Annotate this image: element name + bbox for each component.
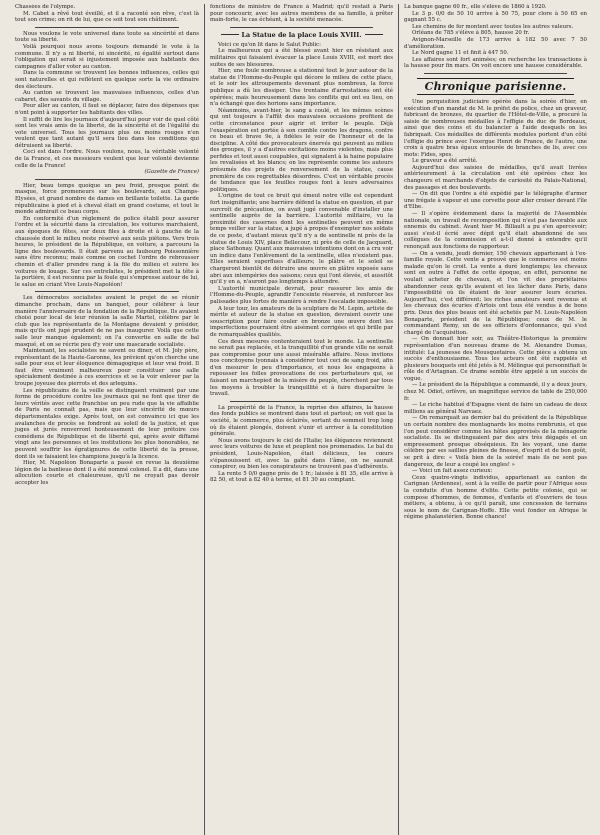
- paragraph: Avignon-Marseille de 173 arrive à 182 50 avec 7 50 d'amélioration.: [404, 36, 587, 50]
- paragraph: — Il s'opère évidemment dans la majorité de l'Assemblée nationale, un travail de recomposition qui n'est pas favorable aux ennemis du cabinet. Avant hier M. Billault a pu s'en apercevoir; aussi s'est-il écrié avec dépit qu'il était abandonné de ses collègues de la commission et a-t-il donné à entendre qu'il renonçait aux fonctions de rapporteur.: [404, 211, 587, 250]
- separator: [230, 401, 373, 402]
- paragraph: Il suffit de lire les journaux d'aujourd'hui pour voir de quel côté sont les vrais amis de la liberté, de la sincérité et de l'égalité du vote universel. Tous les journaux plus ou moins rouges n'en veulent que tant autant qu'il sera lieu dans les conditions qui détruisent sa liberté.: [15, 116, 199, 149]
- paragraph: Hier, M. Napoléon Bonaparte a passé en revue la deuxième légion de la banlieue dont il a été nommé colonel. Il a dit, dans une allocution courte et chaleureuse, qu'il ne croyait pas devoir accepter les: [15, 460, 199, 486]
- paragraph: — Voici un fait assez curieux:: [412, 468, 493, 475]
- paragraph: Le graveur a été arrêté.: [412, 158, 478, 165]
- separator: [35, 291, 179, 292]
- paragraph: Le malheureux qui a été blessé avant hier en résistant aux militaires qui faisaient évacuer la place Louis XVIII, est mort des suites de ses blessures.: [210, 48, 393, 68]
- paragraph: Voilà pourquoi nous avons toujours demandé le vote à la commune. Il n'y a ni liberté, ni sincérité, ni égalité surtout dans l'obligation qui serait si injustement imposée aux habitants des campagnes d'aller voter au canton.: [15, 43, 199, 70]
- col1-top: [15, 4, 199, 24]
- paragraph: Nous avons toujours le ciel de l'Italie; les élégances reviennent avec leurs voitures de luxe et peuplent nos promenades. Le bal du président, Louis-Napoléon, était délicieux, les cœurs s'épanouissent et, avec la gaîté dans l'âme, on ne saurait conspirer, ou bien les conspirateurs ne trouvent pas d'adhérents.: [210, 437, 393, 471]
- paragraph: Ces deux mesures contenteraient tout le monde. La sentinelle ne serait pas replacée, et la tranquillité d'un grande ville ne serait pas compromise pour une aussi misérable affaire. Nous invitons nos concitoyens lyonnais à considérer tout ceci de sang froid, afin d'en mesurer le peu d'importance, et nous les engageons à repousser les folles provocations de ces perturbateurs qui, se faisant un marchepied de la misère du peuple, cherchent par tous les moyens à troubler la tranquillité et à faire disparaître le travail.: [210, 338, 393, 398]
- col2-top: [210, 4, 393, 24]
- paragraph: Néanmoins, avant-hier, le sang a coulé, et les mêmes scènes qui ont toujours à l'affût des mauvaises occasions profitent de cette circonstance pour aigrir et irriter le peuple. Déjà l'exaspération est portée à son comble contre les dragons, contre ce beau et brave 9e, à fidèles le voir de l'honneur et de la discipline. A côté des provocateurs énervés qui peuvent au milieu des groupes, il y a d'autres excitations moins violentes, mais plus perfides et tout aussi coupables, qui signalent à la haine populaire les revalisées et les blancs; on les représente comme les auteurs présumés des projets de renversement de la statue, cause première de ces regrettables désordres. C'est un véritable procès de tendance que les feuilles rouges font à leurs adversaires politiques.: [210, 107, 393, 193]
- paragraph: Les chemins de fer montent avec toutes les autres valeurs.: [412, 23, 574, 30]
- article-statue: [210, 42, 393, 398]
- paragraph: Le 3 p. 0/0 de 50 10 arrive à 50 75, pour clore à 50 65 en gagnant 55 c.: [404, 10, 587, 24]
- paragraph: Voici ce qu'on lit dans le Salut Public:: [218, 41, 321, 48]
- paragraph: Orléans de 785 s'élève à 805, hausse 20 fr.: [412, 30, 530, 37]
- column-2: [204, 4, 398, 835]
- separator: [230, 27, 373, 28]
- columns: [10, 4, 592, 835]
- paragraph: L'origine de tout ce bruit qui émeut notre ville est cependant fort insignifiante; une barrière défend la statue en question, et par surcroît de précaution, on avait jugé convenable d'installer une sentinelle auprès de la barrière. L'autorité militaire, vu la proximité des casernes dont les sentinelles peuvent en même temps veiller sur la statue, a jugé à propos d'exempter nos soldats de ce poste, d'autant mieux qu'il n'y a de sentinelle ni près de la statue de Louis XIV, place Bellecour, ni près de celle de Jacquard, place Sathonay. Quant aux mauvaises intentions dont on a cru voir un indice dans l'enlèvement de la sentinelle, elles n'existent pas. Elles seraient superflues d'ailleurs; le plâtre et le soleil se chargeront bientôt de détruire une œuvre en plâtre exposée sans abri aux intempéries des saisons; ceux qui l'ont élevée, et aussitôt qu'il y en a, n'auront pas longtemps à attendre.: [210, 193, 393, 286]
- col3-top-bourse: [404, 4, 587, 70]
- paragraph: Les républicains de la veille se distinguent vraiment par une forme de procédure contre les journaux qui ne font que tirer de leurs vérités avec cette franchise un peu rude que la vie affaiblie de Paris ne connaît pas, mais que leur sincérité de mœurs départementales exige. Après tout, on est convaincu ici que les avalanches de procès se fondront au soleil de la justice, et que juges et jurés renverront honteusement de leur prétoire ces comédiens de République et de liberté qui, après avoir diffamé vingt ans les personnes et les institutions les plus honorables, ne peuvent souffrir les égratignures de cette liberté de la presse, dont ils se faisaient les champions jusqu'à la licence.: [15, 387, 199, 460]
- paragraph: Ceux quatre-vingts individus, appartenant au canton de Carignan (Ardennes), sont à la veille de partir pour l'Afrique sous la conduite d'un homme d'elite. Cette petite colonie, qui se compose d'hommes, de femmes, d'enfants et d'ouvriers de tous métiers, a obtenu, à ce qu'il paraît, une concession de terrains sous le nom de Carignan-Hoffe. Elle veut fonder en Afrique le régime phalanstérien. Bonne chance!: [404, 474, 587, 521]
- article-source: (Gazette de France): [144, 169, 199, 176]
- paragraph: Le Nord gagne 11 et finit à 447 50.: [412, 50, 509, 57]
- paragraph: — Le président de la République a commandé, il y a deux jours, chez M. Odiot, orfèvre, un magnifique service de table de 250,000 fr.: [404, 382, 587, 402]
- heading-rule: [365, 34, 383, 35]
- paragraph: En conformité d'un règlement de police établi pour assurer l'ordre et la sécurité dans la circulation, les voitures marchaient, aux époques de fêtes, sur deux files à droite et à gauche de la chaussée dont le milieu reste réservé aux seuls piétons. Vers trois heures, le président de la République, en voiture, a parcouru la ligne des boulevards. Il était parvenu au faubourg Poissonnière sans être reconnu; mais comme on cochet l'ordre de rebrousser chemin et d'aller prendre rang à la file du milieu et suivre les voitures de louage. Sur ces entrefaites, le président met la tête à la portière, il est reconnu par la foule qui s'empresse autour de lui, le salue en criant Vive Louis-Napoléon!: [15, 215, 199, 288]
- paragraph: A leur tour, les amateurs de la sculpture de M. Lepin, artiste de mérite et auteur de la statue en question, devraient ouvrir une souscription pour faire couler en bronze une œuvre dont les imperfections pourraient être aisément corrigées et qui brille par de remarquables qualités.: [210, 305, 393, 338]
- paragraph: — On a vendu, jeudi dernier, 150 chevaux appartenant à l'ex-famille royale. Cette vente a prouvé que le commerce est moins malade qu'on le croit. La vente a duré longtemps; les chevaux sont en outre à l'effet de cette époque, en effet, personne ne voulait acheter de chevaux, et l'on vit des propriétaires abandonner ceux qu'ils avaient et les lâcher dans Paris, dans l'impossibilité où ils étaient de leur assurer leurs écuries. Aujourd'hui, c'est différent; les riches amateurs sont revenus et les chevaux des écuries d'Artois ont tous été vendus à de bons prix. Deux des plus beaux ont été achetés par M. Louis-Napoléon Bonaparte, président de la République; ceux de M. le commandant Remy, un de ses officiers d'ordonnance, qui s'est chargé de l'acquisition.: [404, 250, 587, 336]
- paragraph: — On remarquait au dernier bal du président de la République un certain nombre des montagnards les moins rembrunis, et que l'on peut considérer comme les hôtes approvisés de la ménagerie socialiste. Ils se distinguaient par des airs très dégagés et un empressement presque obséquieux. En les voyant, une dame célèbre par ses saillies pleines de finesse, d'esprit et de bon goût, se prit à dire: « Voilà bien de la soirée! mais ils ne sont pas dangereux, de leur a coupé les ongles! »: [404, 415, 587, 468]
- paragraph: M. Cabet a rêvé tout éveillé, et il a raconté son rêve, c'est là tout son crime; on rit de lui, que ce soit tout son châtiment.: [15, 10, 199, 24]
- section-heading-chronique: [404, 78, 587, 95]
- paragraph: Hier, une foule nombreuse a stationné tout le jour autour de la statue de l'Homme-du-Peuple qui décore le milieu de cette place, et le soir les attroupements devenant plus nombreux, la force publique a dû les dissiper. Une trentaine d'arrestations ont été opérées; mais heureusement dans les conflits qui ont eu lieu, on n'a échangé que des horions sans importance.: [210, 68, 393, 108]
- separator: [35, 27, 179, 28]
- paragraph: L'autorité municipale devrait, pour rassurer les amis de l'Homme-du-Peuple, agrandir l'enceinte réservée, et renforcer les palissades plus fortes de manière à rendre l'escalade impossible.: [210, 285, 393, 305]
- column-1: [10, 4, 204, 835]
- paragraph: La rente 5 0/0 gagne près de 1 fr.; laissée à 81 35, elle arrive à 82 50, et tout à 82 40 à terme, et 81 30 au comptant.: [210, 470, 393, 484]
- paragraph: La prospérité de la France, la reprise des affaires, la hausse des fonds publics se montrent dans tout et partout; on voit que la société, le commerce, plus éclairés, sortant du sommeil trop long où ils étaient plongés, doivent s'unir et arriver à la constitution générale.: [210, 404, 393, 438]
- paragraph: Au canton se trouvent les mauvaises influences, celles d'un cabaret, des savants du village.: [15, 90, 199, 103]
- paragraph: fonctions de ministre de France à Madrid; qu'il restait à Paris pour concourir, avec les autres membres de sa famille, à prêter main-forte, le cas échéant, à la société menacée.: [210, 4, 393, 24]
- heading-text: Chronique parisienne.: [417, 78, 575, 95]
- column-3: [398, 4, 592, 835]
- paragraph: — On donnait hier soir, au Théâtre-Historique la première représentation d'un nouveau drame de M. Alexandre Dumas, intitulé: La jeunesse des Mousquetaires. Cette pièce a obtenu un succès d'enthousiasme. Tous les acteurs ont été rappelés et plusieurs bouquets ont été jetés à M. Mélingue qui personnifiait le rôle de d'Artagnan. Ce drame semble être appelé à un succès de vogue.: [404, 336, 587, 382]
- paragraph: Chassées de l'olympe.: [15, 4, 76, 10]
- paragraph: Hier, beau temps quoique un peu froid, presque point de masque, force promeneurs sur les boulevards, aux Champs-Elysées, et grand nombre de dames en brillante toilette. La garde républicaine à pied et à cheval était en grand costume, et tout le monde admirait ce beau corps.: [15, 182, 199, 216]
- separator: [35, 179, 179, 180]
- article-promenades: [15, 183, 199, 289]
- paragraph: Une perquisition judiciaire opérée dans la soirée d'hier, en exécution d'un mandat de M. le préfet de police, chez un graveur, fabricant de bronzes, du quartier de l'Hôtel-de-Ville, a procuré la saisie de nombreuses médailles à l'effigie du duc de Bordeaux, ainsi que des coins et du balancier à l'aide desquels on les fabriquait. Ces médailles de différents modules portent d'un côté l'effigie du prince avec l'exergue Henri de France, de l'autre, une croix à quatre bras égaux entourée de branches de lis, avec ces mots: Fides, spes.: [404, 98, 587, 158]
- paragraph: Les affaires sont fort animées; on recherche les transactions à la hausse pour fin mars. On voit encore une hausse considérable.: [404, 56, 587, 70]
- heading-rule: [221, 34, 239, 35]
- paragraph: La banque gagne 60 fr., elle s'élève de 1860 à 1920.: [404, 4, 547, 10]
- paragraph: Pour aller au canton, il faut se déplacer, faire des dépenses que n'ont point à supporter les habitants des villes.: [15, 103, 199, 116]
- heading-text: La Statue de la place Louis XVIII.: [241, 30, 362, 39]
- article-prosperite: [210, 405, 393, 484]
- paragraph: Les démocrates socialistes avaient le projet de se réunir dimanche prochain, dans un banquet, pour célébrer à leur manière l'anniversaire de la fondation de la République. Ils avaient choisi pour local de leur réunion la salle Martel, célèbre par le club que les représentants de la Montagne devaient y présider, mais qu'ils ont jugé prudent de ne pas inaugurer. Voilà que cette salle leur manque également; on l'a convertie en salle de bal masqué, et on se récrie peu d'y voir une mascarade socialiste.: [15, 295, 199, 348]
- separator: [424, 73, 567, 74]
- paragraph: — On dit que l'ordre a été expédié par le télégraphe d'armer une frégate à vapeur et une corvette pour aller croiser devant l'île d'Elbe.: [404, 191, 587, 211]
- paragraph: — Le riche habitué d'Espagne vient de faire un cadeau de deux millions au général Narvaez.: [404, 402, 587, 415]
- article-vote-universel: [15, 31, 199, 176]
- paragraph: Dans la commune se trouvent les bonnes influences, celles qui sont naturelles et qui reflètent en quelque sorte la vie ordinaire des électeurs.: [15, 70, 199, 90]
- paragraph: Aujourd'hui des saisies de médailles, qu'il avait livrées antérieurement à la circulation ont été opérées chez les changeurs et marchands d'objets de curiosité du Palais-National, des passages et des boulevards.: [404, 164, 587, 191]
- paragraph: Ceci est dans l'ordre. Nous voulons, nous, la véritable volonté de la France, et ces messieurs veulent que leur volonté devienne celle de la France!: [15, 149, 199, 169]
- article-chronique: [404, 99, 587, 521]
- paragraph: Maintenant, les socialistes ne savent ou diner, et M. Joly père, représentant de la Haute-Garonne, les prévient qu'on cherche une salle pour eux et leur éloquence démagogique et leur vrai froid. Il faut être vraiment malheureux pour constituer une salle spécialement destinée à ces exercices et se la voir enlever par la troupe joyeuse des pierrots et des arlequins.: [15, 348, 199, 388]
- paragraph: Nous voulons le vote universel dans toute sa sincérité et dans toute sa liberté.: [15, 30, 199, 44]
- article-democrates: [15, 295, 199, 486]
- section-heading-statue: [210, 31, 393, 39]
